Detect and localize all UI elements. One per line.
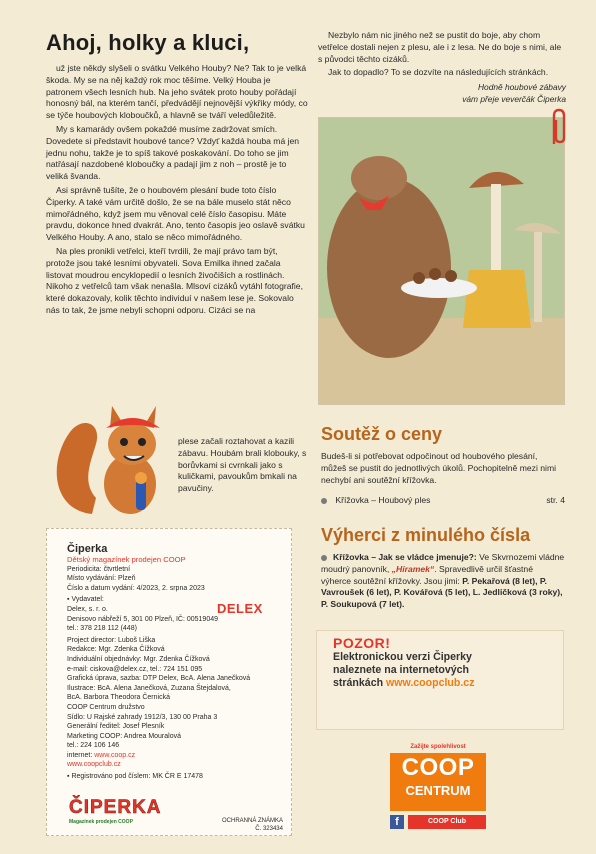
signature-line: Hodně houbové zábavy [477,82,566,93]
paragraph: Asi správně tušíte, že o houbovém plesání bude toto číslo Čiperky. A také vám určitě došlo, že se na bále muselo stát něco mimořádného, když jsem mu věnoval celé číslo časopisu. Máte pravdu, dokonce hned dvakrát. Ano, tento časopis jeo oslavě svátku Velkého Houby. A ano, stalo se něco mimořádného. [46,184,305,243]
pozor-title: POZOR! [333,635,391,651]
pozor-box [316,630,564,730]
imprint-line: Individuální objednávky: Mgr. Zdenka Čížková [67,655,210,663]
winners-names: P. Pekařová (8 let), P. Vavroušek (6 let), P. Kovářová (5 let), L. Jedličková (3 roky), P. Soukupová (7 let). [321,575,563,610]
imprint-registration-text: Registrováno pod číslem: MK ČR E 17478 [71,773,203,781]
winners-answer: „Hiramek“ [391,563,435,574]
ciperka-logo [69,797,191,829]
imprint-line: Denisovo nábřeží 5, 301 00 Plzeň, IČ: 00519049 [67,615,218,623]
imprint-line: e-mail: ciskova@delex.cz, tel.: 724 151 095 [67,665,203,673]
paragraph: Nezbylo nám nic jiného než se pustit do boje, aby chom vetřelce dostali nejen z plesu, ale i z lesa. Ne do boje s nimi, ale s původci těchto cizáků. [318,30,562,64]
imprint-line: Sídlo: U Rajské zahrady 1912/3, 130 00 Praha 3 [67,713,218,721]
paragraph: plese začali roztahovat a kazili zábavu. Houbám brali klobouky, s borůvkami si cvrnkali jako s kuličkami, pavoukům bmkali na pavučiny. [178,436,307,494]
delex-logo-text: DELEX [217,601,263,616]
facebook-icon[interactable]: f [390,815,404,829]
coop-club-badge[interactable]: COOP Club [408,815,486,829]
imprint-line: COOP Centrum družstvo [67,703,145,711]
trademark-number: Č. 323434 [255,826,283,832]
signature-line: vám přeje veverčák Čiperka [462,94,566,105]
trademark-label: OCHRANNÁ ZNÁMKA [221,818,283,824]
imprint-line: BcA. Barbora Theodora Černická [67,694,170,702]
pozor-line: Elektronickou verzi Čiperky [333,651,472,663]
imprint-title: Čiperka [67,543,108,555]
coop-logo-text: CENTRUM [405,783,471,798]
coop-logo-text: COOP [401,754,475,781]
coopclub-web-link[interactable]: www.coopclub.cz [67,761,121,769]
pozor-line: stránkách [333,677,384,689]
imprint-registration: ▪ Registrováno pod číslem: MK ČR E 17478 [67,773,203,781]
pozor-url-link[interactable]: www.coopclub.cz [386,677,475,689]
imprint-publisher: ▪ Vydavatel: [67,596,104,604]
coop-caption: Zažijte spolehlivost [410,744,466,750]
contest-title: Soutěž o ceny [321,424,443,444]
contest-section [321,424,565,506]
bullet-icon [321,498,327,504]
imprint-publisher-label: Vydavatel: [71,596,104,604]
paragraph: už jste někdy slyšeli o svátku Velkého Houby? Ne? Tak to je velká škoda. My se na něj každý rok moc těšíme. Velký Houba je patronem všech lesních hub. Na jeho svátek proto houby pořádají honosný bál, na kterém tančí, předvádějí nejnovější výkřiky módy, co se týče houbových kloboučků, a hlavně se tváří veledůležitě. [46,63,308,121]
contest-item-label: Křížovka – Houbový ples [335,495,431,506]
imprint-box [46,528,292,836]
bullet-icon [321,555,327,561]
imprint-line: Generální ředitel: Josef Plesník [67,723,165,731]
winners-rest: . Spravedlivě určil šťastné výherce soutěžní křížovky. Jsou jimi: [321,563,533,586]
imprint-line: tel.: 378 218 112 (448) [67,625,137,633]
intro-text [46,63,308,319]
winners-section [321,525,565,613]
paragraph: Na ples pronikli vetřelci, kteří tvrdili, že mají právo tam být, protože jsou také lesními obyvateli. Sova Emilka ihned začala listovat moudrou encyklopedií o lesních živočiších a rostlinách. Nikoho z vetřelců tam však nenašla. Mlsoví cizáků vytáhl fotografie, které dokazovaly, kolik těchto individuí v našem lese je. Sokovalo nás to tak, že jsme nebyli schopni odporu. Cizáci se na [46,245,303,315]
imprint-line: Grafická úprava, sazba: DTP Delex, BcA. Alena Janečková [67,675,251,683]
winners-text [321,552,565,611]
mushroom-party-illustration [318,117,565,405]
winners-title: Výherci z minulého čísla [321,525,531,545]
pozor-line: naleznete na internetových [333,664,469,676]
continuation-text [318,30,566,105]
imprint-line: Periodicita: čtvrtletní [67,565,131,573]
imprint-line: Číslo a datum vydání: 4/2023, 2. srpna 2023 [67,584,205,592]
paragraph: My s kamarády ovšem pokaždé musíme zadržovat smích. Dovedete si představit houbové tance? Vždyť každá houba má jen jednu nohu, takže je to spíš takové poskakování. Do toho se jim natřásají nazdobené kloboučky a padají jim z noh – prostě je to veliká švanda. [46,123,300,182]
coop-web-link[interactable]: www.coop.cz [94,751,136,759]
imprint-subtitle: Dětský magazínek prodejen COOP [67,555,186,564]
ciperka-logo-text: ČIPERKA [69,797,162,818]
paperclip-icon [548,108,570,148]
delex-logo [217,601,263,616]
imprint-line: tel.: 224 106 146 [67,742,120,750]
page-title: Ahoj, holky a kluci, [46,30,250,55]
winners-intro: Ve Skvrnozemi vládne moudrý panovník, [321,552,565,574]
imprint-line: Ilustrace: BcA. Alena Janečková, Zuzana Štejdalová, [67,684,231,692]
ciperka-logo-tagline: Magazínek prodejen COOP [69,819,133,825]
paragraph: Jak to dopadlo? To se dozvíte na následujících stránkách. [328,67,549,78]
imprint-line: Redakce: Mgr. Zdenka Čížková [67,646,165,654]
trademark-block [197,817,283,833]
contest-text: Budeš-li si potřebovat odpočinout od houbového plesání, můžeš se pustit do jednotlivých úkolů. Pochopitelně mezi nimi nechybí ani soutěžní křížovka. [321,451,557,485]
imprint-line: Místo vydávání: Plzeň [67,575,136,583]
mushroom-scene-image [319,118,564,404]
imprint-line: Marketing COOP: Andrea Mouralová [67,732,181,740]
coop-logo-block [390,744,486,829]
coop-centrum-logo [390,753,486,811]
imprint-line: Delex, s. r. o. [67,605,108,613]
squirrel-illustration [52,392,180,524]
winners-quiz-name: Křížovka – Jak se vládce jmenuje?: [333,552,477,562]
contest-item-page: str. 4 [546,495,565,506]
imprint-internet-label: internet: [67,751,93,759]
paragraph-wrap [178,436,310,497]
contest-item [321,494,565,506]
imprint-line: Project director: Luboš Liška [67,636,156,644]
